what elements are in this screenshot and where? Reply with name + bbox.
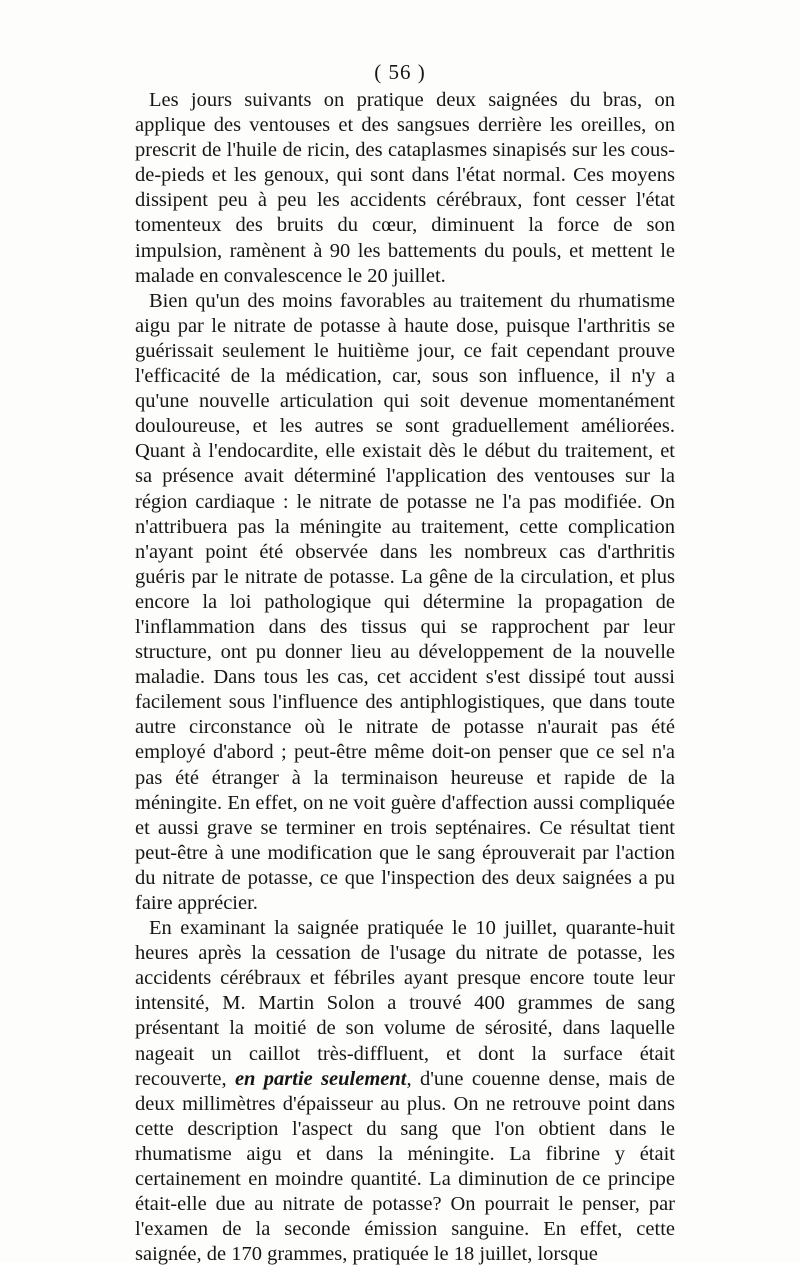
paragraph-2: Bien qu'un des moins favorables au traitement du rhumatisme aigu par le nitrate de potasse à haute dose, puisque l'arthritis se guérissait seulement le huitième jour, ce fait cependant prouve l'efficacité de la médication, car, sous son influence, il n'y a qu'une nouvelle articulation qui soit devenue momentanément douloureuse, et les autres se sont graduellement améliorées. Quant à l'endocardite, elle existait dès le début du traitement, et sa présence avait déterminé l'application des ventouses sur la région cardiaque : le nitrate de potasse ne l'a pas modifiée. On n'attribuera pas la méningite au traitement, cette complication n'ayant point été observée dans les nombreux cas d'arthritis guéris par le nitrate de potasse. La gêne de la circulation, et plus encore la loi pathologique qui détermine la propagation de l'inflammation dans des tissus qui se rapprochent par leur structure, ont pu donner lieu au développement de la nouvelle maladie. Dans tous les cas, cet accident s'est dissipé tout aussi facilement sous l'influence des antiphlogistiques, que dans toute autre circonstance où le nitrate de potasse n'aurait pas été employé d'abord ; peut-être même doit-on penser que ce sel n'a pas été étranger à la terminaison heureuse et rapide de la méningite. En effet, on ne voit guère d'affection aussi compliquée et aussi grave se terminer en trois septénaires. Ce résultat tient peut-être à une modification que le sang éprouverait par l'action du nitrate de potasse, ce que l'inspection des deux saignées a pu faire apprécier. xyxy=(135,289,675,914)
page-number: ( 56 ) xyxy=(374,60,426,84)
paragraph-3 xyxy=(135,916,675,1267)
body-text xyxy=(135,88,675,1267)
emphasized-phrase: en partie seulement xyxy=(234,1067,407,1090)
paragraph-3-part-1: En examinant la saignée pratiquée le 10 juillet, quarante-huit heures après la cessation de l'usage du nitrate de potasse, les accidents cérébraux et fébriles ayant presque encore toute leur intensité, M. Martin Solon a trouvé 400 grammes de sang présentant la moitié de son volume de sérosité, dans laquelle nageait un caillot très-diffluent, et dont la surface était recouverte, xyxy=(135,917,675,1090)
paragraph-3-part-2: , d'une couenne dense, mais de deux millimètres d'épaisseur au plus. On ne retrouve point dans cette description l'aspect du sang que l'on obtient dans le rhumatisme aigu et dans la méningite. La fibrine y était certainement en moindre quantité. La diminution de ce principe était-elle due au nitrate de potasse? On pourrait le penser, par l'examen de la seconde émission sanguine. En effet, cette saignée, de 170 grammes, pratiquée le 18 juillet, lorsque xyxy=(135,1067,675,1266)
paragraph-1: Les jours suivants on pratique deux saignées du bras, on applique des ventouses et des sangsues derrière les oreilles, on prescrit de l'huile de ricin, des cataplasmes sinapisés sur les cous-de-pieds et les genoux, qui sont dans l'état normal. Ces moyens dissipent peu à peu les accidents cérébraux, font cesser l'état tomenteux des bruits du cœur, diminuent la force de son impulsion, ramènent à 90 les battements du pouls, et mettent le malade en convalescence le 20 juillet. xyxy=(135,89,675,287)
